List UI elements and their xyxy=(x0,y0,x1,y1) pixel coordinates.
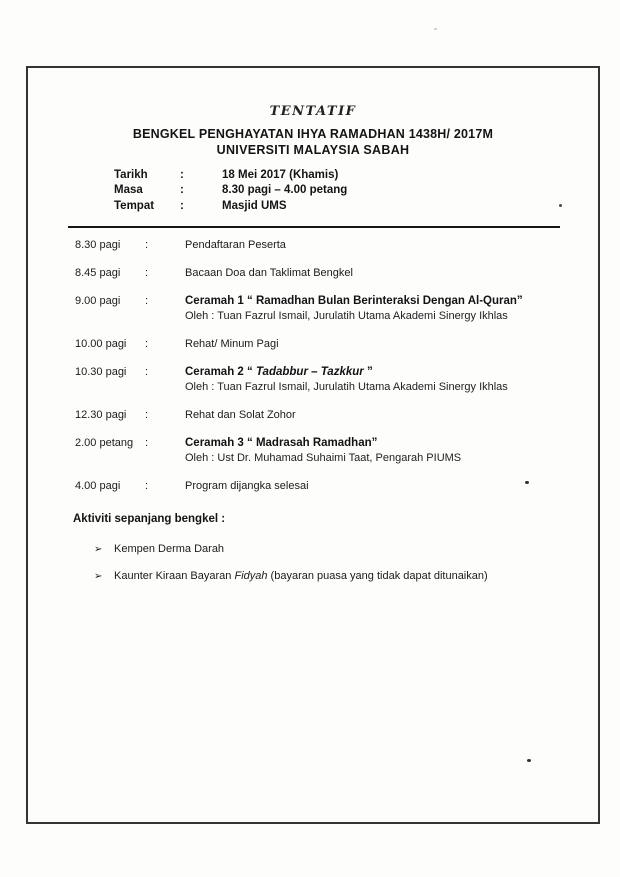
schedule-colon: : xyxy=(145,338,149,350)
schedule-speaker: Oleh : Tuan Fazrul Ismail, Jurulatih Utama Akademi Sinergy Ikhlas xyxy=(185,310,508,322)
schedule-description xyxy=(185,266,584,281)
schedule-speaker: Oleh : Ust Dr. Muhamad Suhaimi Taat, Pengarah PIUMS xyxy=(185,452,462,464)
document-subtitle: UNIVERSITI MALAYSIA SABAH xyxy=(216,143,410,157)
schedule-title: Program dijangka selesai xyxy=(185,480,309,492)
schedule-title xyxy=(185,365,584,380)
schedule-time: 4.00 pagi xyxy=(75,480,121,492)
schedule-colon: : xyxy=(145,437,149,449)
page-frame xyxy=(26,66,600,824)
horizontal-rule xyxy=(68,226,560,228)
schedule-colon: : xyxy=(145,295,149,307)
schedule-time: 12.30 pagi xyxy=(75,409,127,421)
schedule-time: 10.30 pagi xyxy=(75,366,127,378)
schedule-description xyxy=(185,408,584,423)
scan-speck xyxy=(525,481,529,484)
schedule-title: Bacaan Doa dan Taklimat Bengkel xyxy=(185,267,353,279)
schedule-time: 8.30 pagi xyxy=(75,239,121,251)
schedule-speaker: Oleh : Tuan Fazrul Ismail, Jurulatih Utama Akademi Sinergy Ikhlas xyxy=(185,381,508,393)
schedule-time: 2.00 petang xyxy=(75,437,134,449)
schedule-colon: : xyxy=(145,480,149,492)
arrow-bullet-icon: ➢ xyxy=(94,571,103,582)
schedule-row xyxy=(75,266,584,281)
scan-speck xyxy=(559,204,562,207)
schedule-time: 9.00 pagi xyxy=(75,295,121,307)
schedule-colon: : xyxy=(145,239,149,251)
schedule-title: Pendaftaran Peserta xyxy=(185,239,286,251)
detail-value: 18 Mei 2017 (Khamis) xyxy=(222,169,339,181)
detail-row-tarikh xyxy=(114,168,347,183)
scan-speck xyxy=(434,28,437,30)
schedule-list xyxy=(75,238,584,507)
schedule-title: Rehat dan Solat Zohor xyxy=(185,409,296,421)
detail-row-masa xyxy=(114,183,347,198)
detail-value: Masjid UMS xyxy=(222,199,287,212)
detail-colon: : xyxy=(180,184,184,197)
schedule-row xyxy=(75,337,584,352)
activity-text-part: Kaunter Kiraan Bayaran xyxy=(114,570,235,582)
schedule-description xyxy=(185,365,584,395)
detail-label: Masa xyxy=(114,184,143,197)
activity-item xyxy=(73,542,584,557)
schedule-time: 8.45 pagi xyxy=(75,267,121,279)
schedule-row xyxy=(75,436,584,466)
schedule-description xyxy=(185,238,584,253)
detail-row-tempat xyxy=(114,199,347,214)
event-details xyxy=(114,168,347,214)
detail-value: 8.30 pagi – 4.00 petang xyxy=(222,184,348,197)
schedule-title: Ceramah 1 “ Ramadhan Bulan Berinteraksi Dengan Al-Quran” xyxy=(185,295,523,307)
schedule-description xyxy=(185,294,584,324)
document-title: BENGKEL PENGHAYATAN IHYA RAMADHAN 1438H/ 2017M xyxy=(132,127,494,141)
scan-speck xyxy=(527,759,531,762)
activity-text-part: (bayaran puasa yang tidak dapat ditunaikan) xyxy=(267,570,488,582)
detail-label: Tarikh xyxy=(114,169,148,181)
schedule-colon: : xyxy=(145,267,149,279)
document-header xyxy=(28,104,598,158)
schedule-colon: : xyxy=(145,366,149,378)
schedule-time: 10.00 pagi xyxy=(75,338,127,350)
activity-text: Kempen Derma Darah xyxy=(114,543,225,555)
activity-text-italic: Fidyah xyxy=(234,570,268,582)
schedule-description xyxy=(185,436,584,466)
activities-heading: Aktiviti sepanjang bengkel : xyxy=(73,513,226,525)
detail-colon: : xyxy=(180,199,184,212)
detail-label: Tempat xyxy=(114,199,155,212)
schedule-row xyxy=(75,238,584,253)
schedule-title-text: ” xyxy=(363,366,373,378)
schedule-row xyxy=(75,408,584,423)
schedule-title: Rehat/ Minum Pagi xyxy=(185,338,279,350)
script-title: TENTATIF xyxy=(269,104,357,119)
activity-text xyxy=(114,569,584,584)
schedule-row xyxy=(75,479,584,494)
schedule-title-italic: Tadabbur – Tazkkur xyxy=(255,366,364,378)
schedule-title-text: Ceramah 2 “ xyxy=(185,366,256,378)
schedule-row xyxy=(75,294,584,324)
schedule-row xyxy=(75,365,584,395)
activity-item xyxy=(73,569,584,584)
arrow-bullet-icon: ➢ xyxy=(94,544,103,555)
schedule-title: Ceramah 3 “ Madrasah Ramadhan” xyxy=(185,437,378,449)
schedule-colon: : xyxy=(145,409,149,421)
activities-section xyxy=(73,512,584,596)
schedule-description xyxy=(185,337,584,352)
detail-colon: : xyxy=(180,169,184,181)
